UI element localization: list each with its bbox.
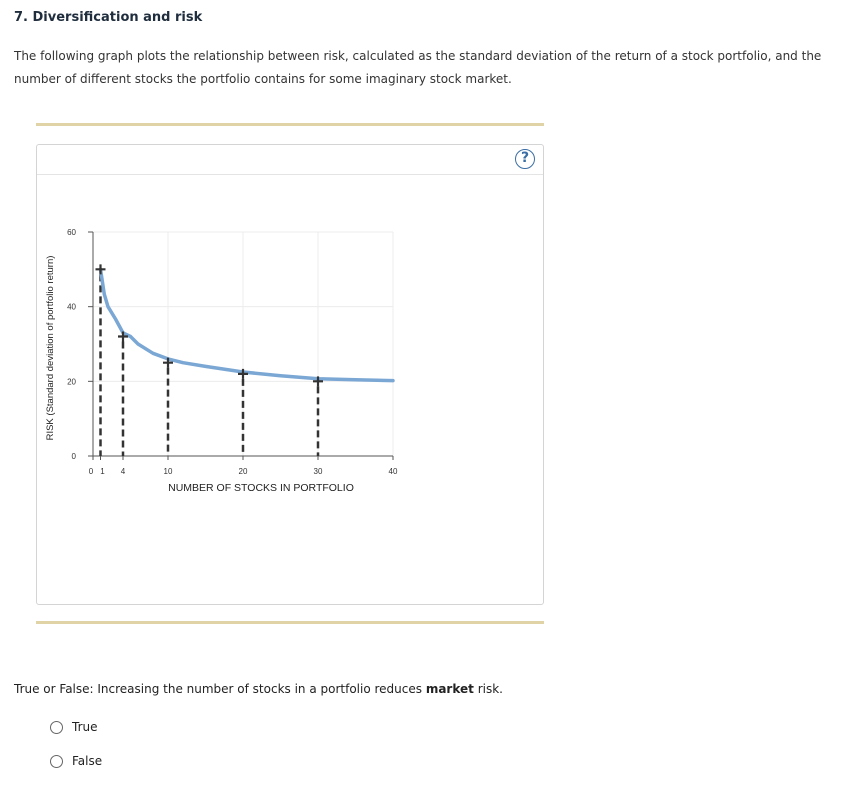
x-tick-label: 0 bbox=[88, 467, 94, 476]
y-axis-title: RISK (Standard deviation of portfolio return) bbox=[45, 255, 56, 441]
option-false[interactable] bbox=[50, 754, 102, 768]
option-true-label: True bbox=[72, 720, 98, 734]
graph-panel bbox=[36, 144, 544, 605]
y-tick-label: 0 bbox=[71, 452, 76, 461]
question-prefix: True or False: Increasing the number of stocks in a portfolio reduces bbox=[14, 682, 426, 696]
x-tick-label: 40 bbox=[388, 467, 398, 476]
x-tick-label: 1 bbox=[100, 467, 105, 476]
y-tick-label: 40 bbox=[67, 302, 76, 312]
x-tick-label: 20 bbox=[238, 467, 248, 476]
radio-false[interactable] bbox=[50, 755, 63, 768]
bottom-divider bbox=[36, 621, 544, 624]
x-tick-label: 30 bbox=[313, 467, 323, 476]
y-tick-label: 20 bbox=[67, 377, 76, 387]
x-tick-label: 10 bbox=[163, 467, 173, 476]
question-title: 7. Diversification and risk bbox=[14, 10, 203, 25]
data-point-marker bbox=[96, 264, 106, 274]
radio-true[interactable] bbox=[50, 721, 63, 734]
y-tick-label: 60 bbox=[67, 228, 76, 237]
risk-chart bbox=[37, 145, 543, 604]
question-prompt bbox=[14, 682, 503, 696]
intro-text: The following graph plots the relationship between risk, calculated as the standard deviation of the return of a stock portfolio, and the number of different stocks the portfolio contains for some imaginary stock market. bbox=[14, 49, 822, 86]
x-tick-label: 4 bbox=[120, 467, 126, 476]
option-true[interactable] bbox=[50, 720, 98, 734]
option-false-label: False bbox=[72, 754, 103, 768]
x-axis-title: NUMBER OF STOCKS IN PORTFOLIO bbox=[168, 482, 354, 494]
risk-curve bbox=[101, 269, 394, 380]
question-bold-word: market bbox=[425, 682, 474, 696]
top-divider bbox=[36, 123, 544, 126]
help-button[interactable]: ? bbox=[515, 149, 535, 169]
question-suffix: risk. bbox=[473, 682, 503, 696]
